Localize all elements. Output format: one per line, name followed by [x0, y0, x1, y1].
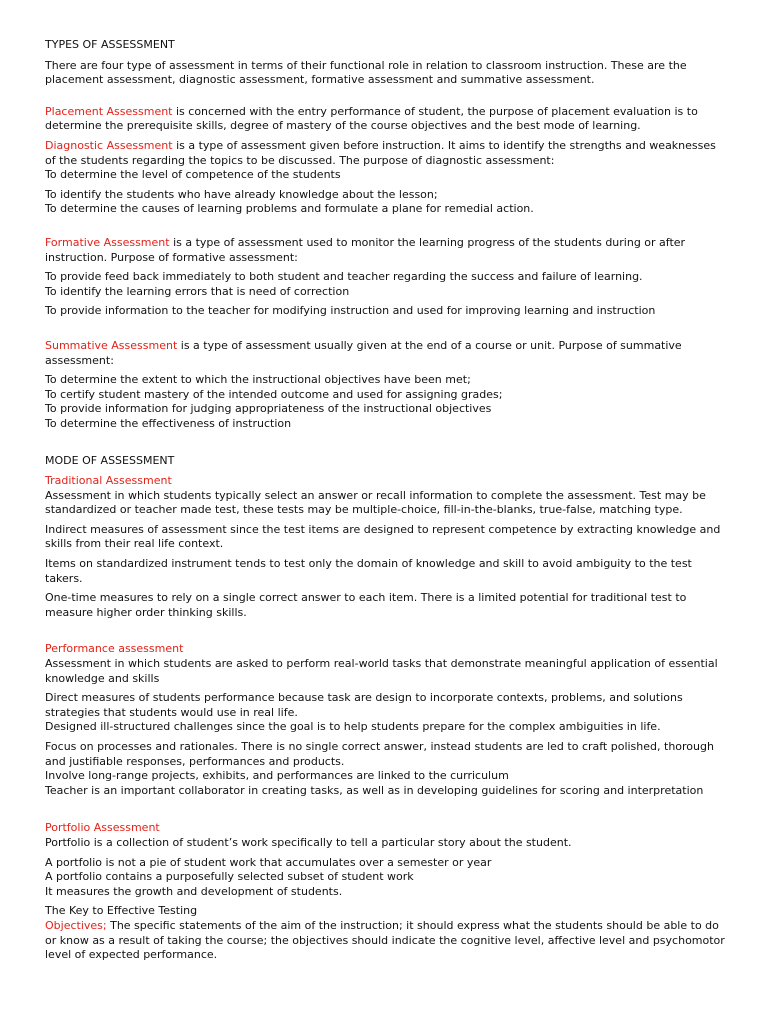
performance-para-5: Involve long-range projects, exhibits, and performances are linked to the curriculum — [45, 769, 509, 783]
portfolio-para-2: A portfolio is not a pie of student work that accumulates over a semester or year — [45, 855, 492, 869]
summative-item-2: To certify student mastery of the intended outcome and used for assigning grades; — [45, 387, 503, 401]
performance-para-1: Assessment in which students are asked to perform real-world tasks that demonstrate meaningful application of essential knowledge and skills — [45, 657, 718, 685]
diagnostic-term: Diagnostic Assessment — [45, 138, 173, 152]
summative-item-1: To determine the extent to which the instructional objectives have been met; — [45, 373, 471, 387]
formative-paragraph — [45, 236, 725, 265]
formative-text: is a type of assessment used to monitor the learning progress of the students during or after instruction. Purpose of formative assessment: — [45, 235, 686, 264]
traditional-para-1: Assessment in which students typically select an answer or recall information to complete the assessment. Test may be standardized or teacher made test, these tests may be multiple-choice, fill-in-the-blanks, true-false, matching type. — [45, 488, 706, 517]
diagnostic-item-2: To identify the students who have already knowledge about the lesson; — [45, 187, 438, 201]
formative-item-2: To identify the learning errors that is need of correction — [45, 284, 350, 298]
formative-item-3: To provide information to the teacher for modifying instruction and used for improving learning and instruction — [45, 304, 656, 318]
traditional-para-4: One-time measures to rely on a single correct answer to each item. There is a limited potential for traditional test to measure higher order thinking skills. — [45, 591, 687, 619]
performance-para-3: Designed ill-structured challenges since the goal is to help students prepare for the complex ambiguities in life. — [45, 720, 661, 734]
placement-text: is concerned with the entry performance of student, the purpose of placement evaluation is to determine the prerequisite skills, degree of mastery of the course objectives and the best mode of learning. — [45, 104, 698, 133]
objectives-term: Objectives; — [45, 918, 107, 932]
summative-paragraph — [45, 339, 725, 368]
portfolio-para-4: It measures the growth and development of students. — [45, 884, 343, 898]
summative-text: is a type of assessment usually given at the end of a course or unit. Purpose of summative assessment: — [45, 338, 682, 367]
portfolio-para-1: Portfolio is a collection of student’s work specifically to tell a particular story about the student. — [45, 835, 572, 849]
summative-item-4: To determine the effectiveness of instruction — [45, 416, 292, 430]
portfolio-title: Portfolio Assessment — [45, 821, 160, 835]
types-intro: There are four type of assessment in terms of their functional role in relation to classroom instruction. These are the placement assessment, diagnostic assessment, formative assessment and summative assessment. — [45, 58, 687, 87]
diagnostic-item-1: To determine the level of competence of the students — [45, 168, 341, 182]
formative-term: Formative Assessment — [45, 235, 170, 249]
summative-item-3: To provide information for judging appropriateness of the instructional objectives — [45, 402, 492, 416]
diagnostic-text: is a type of assessment given before instruction. It aims to identify the strengths and weaknesses of the students regarding the topics to be discussed. The purpose of diagnostic assessment: — [45, 138, 716, 167]
traditional-title: Traditional Assessment — [45, 474, 172, 488]
performance-para-4: Focus on processes and rationales. There is no single correct answer, instead students are led to craft polished, thorough and justifiable responses, performances and products. — [45, 739, 714, 768]
objectives-paragraph — [45, 919, 725, 963]
summative-term: Summative Assessment — [45, 338, 178, 352]
performance-para-2: Direct measures of students performance because task are design to incorporate contexts, problems, and solutions strategies that students would use in real life. — [45, 691, 683, 719]
document-body — [45, 38, 725, 963]
diagnostic-item-3: To determine the causes of learning problems and formulate a plane for remedial action. — [45, 202, 534, 216]
placement-term: Placement Assessment — [45, 104, 173, 118]
performance-para-6: Teacher is an important collaborator in creating tasks, as well as in developing guidelines for scoring and interpretation — [45, 783, 704, 797]
types-heading: TYPES OF ASSESSMENT — [45, 38, 175, 51]
portfolio-para-3: A portfolio contains a purposefully selected subset of student work — [45, 870, 414, 884]
traditional-para-3: Items on standardized instrument tends to test only the domain of knowledge and skill to avoid ambiguity to the test takers. — [45, 557, 692, 585]
traditional-para-2: Indirect measures of assessment since the test items are designed to represent competence by extracting knowledge and skills from their real life context. — [45, 522, 721, 551]
performance-title: Performance assessment — [45, 642, 184, 656]
placement-paragraph — [45, 105, 725, 134]
mode-heading: MODE OF ASSESSMENT — [45, 454, 175, 468]
key-heading: The Key to Effective Testing — [45, 904, 198, 918]
formative-item-1: To provide feed back immediately to both student and teacher regarding the success and failure of learning. — [45, 270, 643, 284]
objectives-text: The specific statements of the aim of the instruction; it should express what the students should be able to do or know as a result of taking the course; the objectives should indicate the cognitive level, affective level and psychomotor level of expected performance. — [45, 918, 725, 962]
diagnostic-paragraph — [45, 139, 725, 168]
